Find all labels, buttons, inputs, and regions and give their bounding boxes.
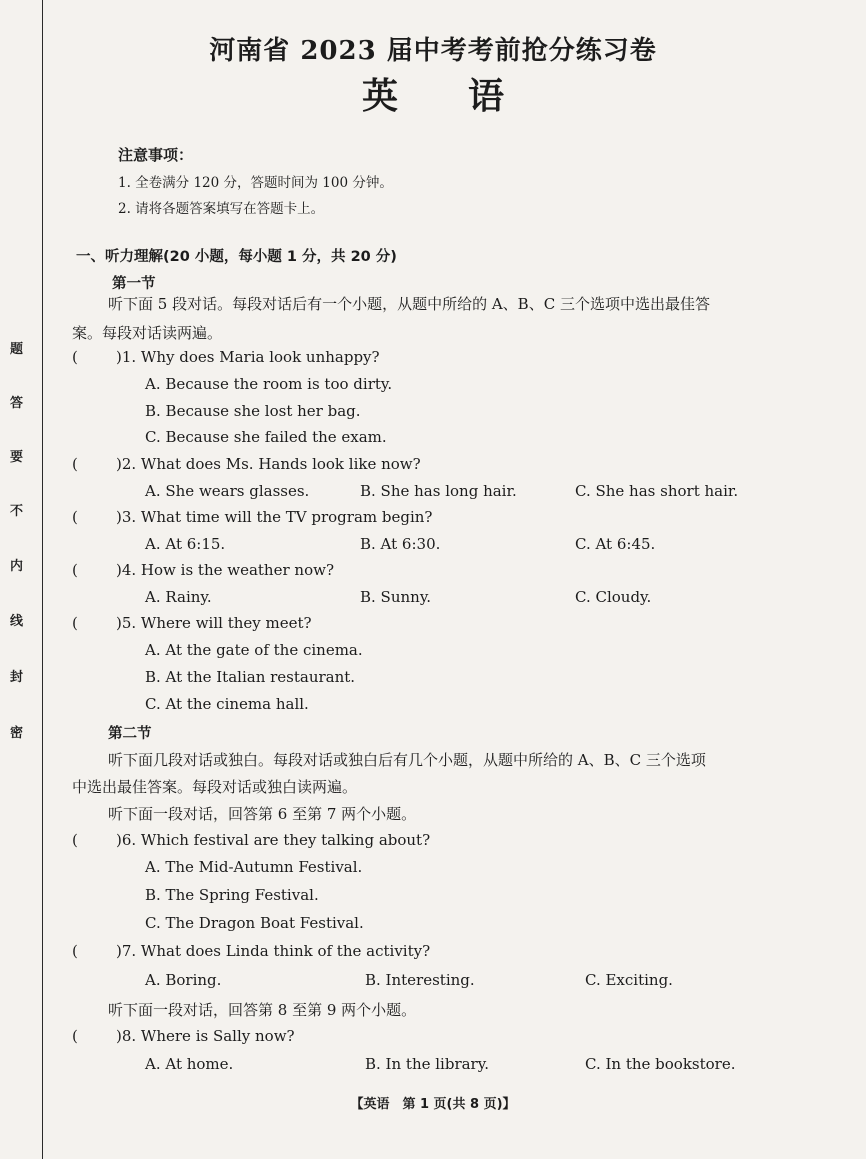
page-footer: 【英语 第 1 页(共 8 页)】 xyxy=(350,1097,516,1112)
subject-title xyxy=(0,68,866,119)
section-title: 第一节 xyxy=(112,276,156,292)
option-b: B. Interesting. xyxy=(365,971,475,989)
sub-instruction: 听下面一段对话，回答第 6 至第 7 两个小题。 xyxy=(108,805,417,823)
option-a: A. The Mid-Autumn Festival. xyxy=(145,858,363,876)
option-b: B. The Spring Festival. xyxy=(145,886,319,904)
question-6: )6. Which festival are they talking about? xyxy=(116,831,431,849)
binding-char: 不 xyxy=(10,504,24,519)
question-4: )4. How is the weather now? xyxy=(116,561,334,579)
answer-bracket: ( xyxy=(72,455,78,473)
binding-char: 线 xyxy=(10,614,24,629)
question-1: )1. Why does Maria look unhappy? xyxy=(116,348,380,366)
option-a: A. Because the room is too dirty. xyxy=(145,375,393,393)
subject-char: 语 xyxy=(468,75,505,117)
option-b: B. Sunny. xyxy=(360,588,432,606)
part-heading: 一、听力理解(20 小题，每小题 1 分，共 20 分) xyxy=(76,249,397,265)
section-title: 第二节 xyxy=(108,726,152,742)
option-b: B. She has long hair. xyxy=(360,482,517,500)
binding-char: 密 xyxy=(10,726,24,741)
answer-bracket: ( xyxy=(72,1027,78,1045)
binding-char: 题 xyxy=(10,342,24,357)
answer-bracket: ( xyxy=(72,942,78,960)
section-instruction: 听下面几段对话或独白。每段对话或独白后有几个小题，从题中所给的 A、B、C 三个选项 xyxy=(108,751,706,769)
option-c: C. At the cinema hall. xyxy=(145,695,309,713)
section-instruction: 案。每段对话读两遍。 xyxy=(72,324,223,342)
binding-char: 要 xyxy=(10,450,24,465)
notice-item: 2. 请将各题答案填写在答题卡上。 xyxy=(118,201,325,217)
option-a: A. At 6:15. xyxy=(145,535,226,553)
option-c: C. The Dragon Boat Festival. xyxy=(145,914,364,932)
notice-item: 1. 全卷满分 120 分，答题时间为 100 分钟。 xyxy=(118,175,393,191)
binding-char: 答 xyxy=(10,396,24,411)
answer-bracket: ( xyxy=(72,831,78,849)
binding-notice xyxy=(0,330,30,740)
section-instruction: 听下面 5 段对话。每段对话后有一个小题，从题中所给的 A、B、C 三个选项中选出最佳答 xyxy=(108,295,710,313)
option-b: B. In the library. xyxy=(365,1055,489,1073)
question-7: )7. What does Linda think of the activity? xyxy=(116,942,431,960)
question-5: )5. Where will they meet? xyxy=(116,614,312,632)
binding-line xyxy=(42,0,43,1159)
option-a: A. At the gate of the cinema. xyxy=(145,641,363,659)
answer-bracket: ( xyxy=(72,348,78,366)
notice-title: 注意事项： xyxy=(118,146,194,164)
option-c: C. Cloudy. xyxy=(575,588,652,606)
option-c: C. At 6:45. xyxy=(575,535,656,553)
option-c: C. In the bookstore. xyxy=(585,1055,736,1073)
answer-bracket: ( xyxy=(72,561,78,579)
exam-title: 河南省 2023 届中考考前抢分练习卷 xyxy=(209,36,657,66)
option-c: C. Exciting. xyxy=(585,971,673,989)
sub-instruction: 听下面一段对话，回答第 8 至第 9 两个小题。 xyxy=(108,1001,417,1019)
answer-bracket: ( xyxy=(72,614,78,632)
question-3: )3. What time will the TV program begin? xyxy=(116,508,433,526)
binding-char: 封 xyxy=(10,670,24,685)
question-2: )2. What does Ms. Hands look like now? xyxy=(116,455,421,473)
question-8: )8. Where is Sally now? xyxy=(116,1027,295,1045)
option-a: A. She wears glasses. xyxy=(145,482,310,500)
option-b: B. At the Italian restaurant. xyxy=(145,668,356,686)
option-b: B. At 6:30. xyxy=(360,535,441,553)
binding-char: 内 xyxy=(10,559,24,574)
section-instruction: 中选出最佳答案。每段对话或独白读两遍。 xyxy=(72,778,358,796)
option-a: A. Rainy. xyxy=(145,588,212,606)
option-b: B. Because she lost her bag. xyxy=(145,402,361,420)
option-a: A. Boring. xyxy=(145,971,222,989)
option-c: C. Because she failed the exam. xyxy=(145,428,387,446)
option-a: A. At home. xyxy=(145,1055,234,1073)
answer-bracket: ( xyxy=(72,508,78,526)
subject-char: 英 xyxy=(361,75,398,117)
option-c: C. She has short hair. xyxy=(575,482,739,500)
